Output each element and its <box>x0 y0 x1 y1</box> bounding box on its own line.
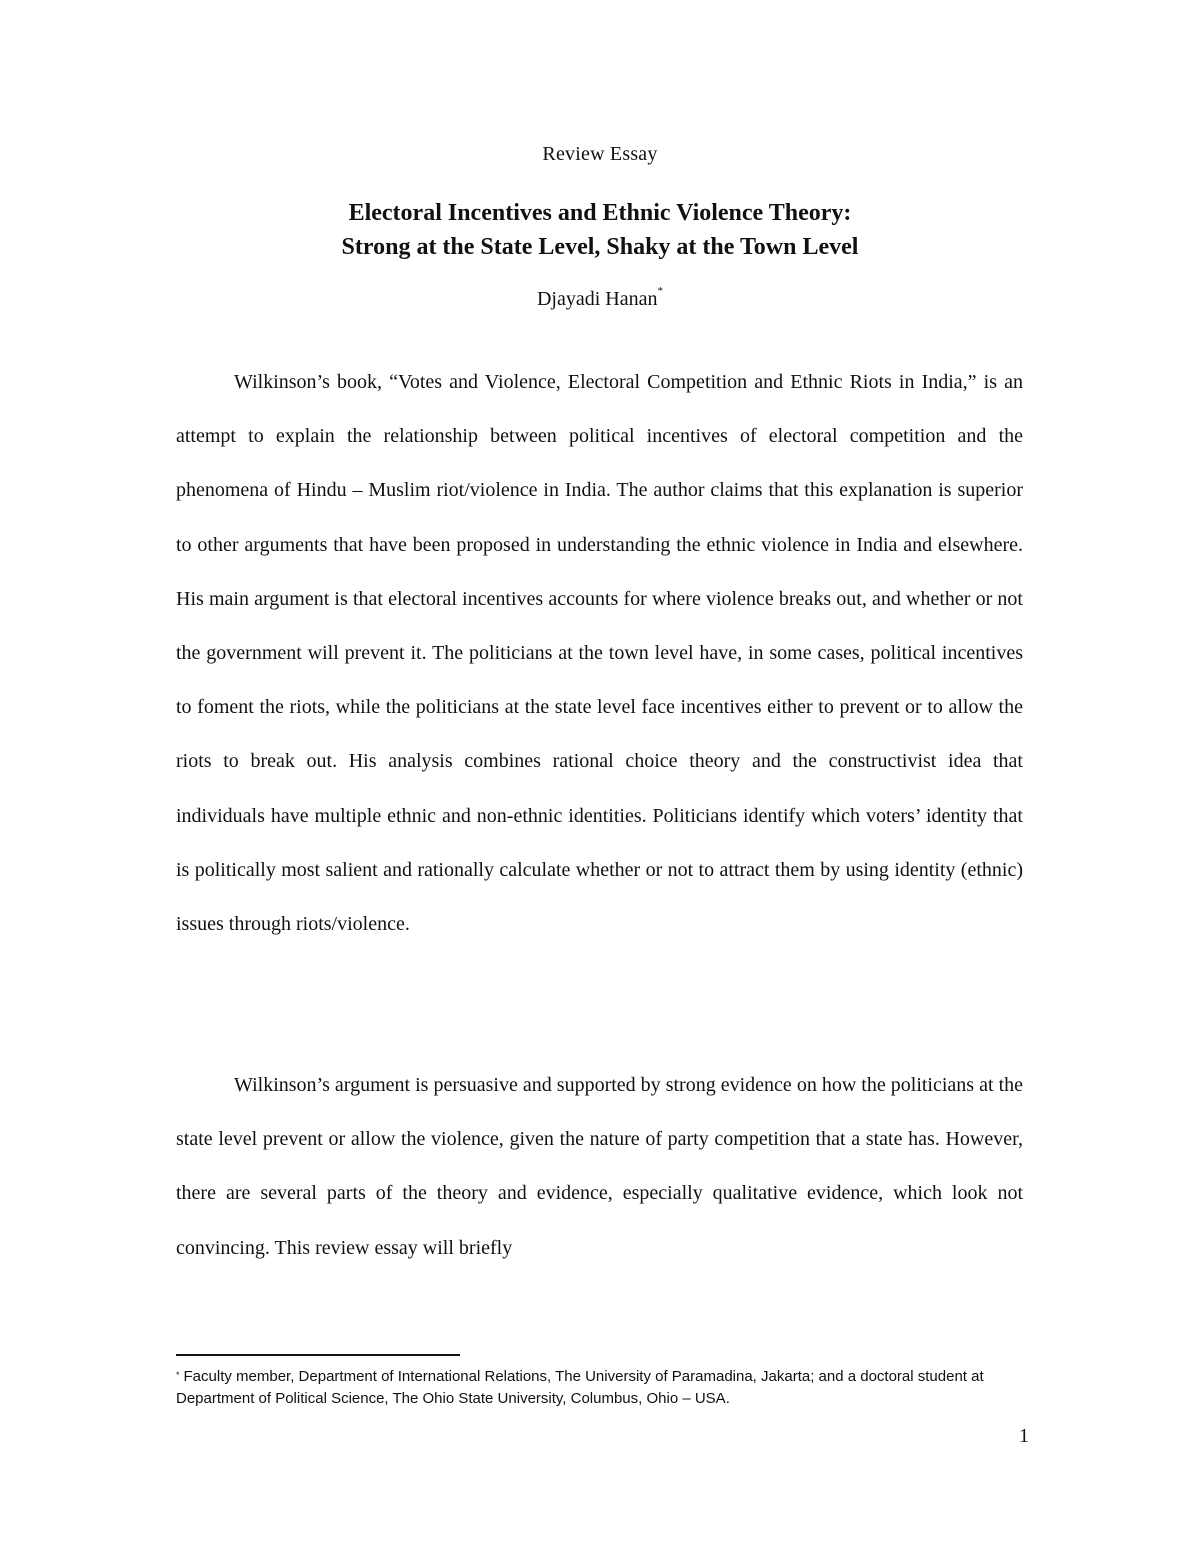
author-name: Djayadi Hanan <box>536 288 658 310</box>
footnote <box>176 1366 1026 1410</box>
body-paragraph-2: Wilkinson’s argument is persuasive and supported by strong evidence on how the politicians at the state level prevent or allow the violence, given the nature of party competition that a state has. However, there are several parts of the theory and evidence, especially qualitative evidence, which look not convincing. This review essay will briefly <box>176 1074 1023 1259</box>
footnote-mark: * <box>176 1370 180 1380</box>
essay-title-line-2: Strong at the State Level, Shaky at the Town Level <box>341 234 859 260</box>
author-line <box>0 285 1200 311</box>
body-paragraph-1: Wilkinson’s book, “Votes and Violence, Electoral Competition and Ethnic Riots in India,” is an attempt to explain the relationship between political incentives of electoral competition and the phenomena of Hindu – Muslim riot/violence in India. The author claims that this explanation is superior to other arguments that have been proposed in understanding the ethnic violence in India and elsewhere. His main argument is that electoral incentives accounts for where violence breaks out, and whether or not the government will prevent it. The politicians at the town level have, in some cases, political incentives to foment the riots, while the politicians at the state level face incentives either to prevent or to allow the riots to break out. His analysis combines rational choice theory and the constructivist idea that individuals have multiple ethnic and non-ethnic identities. Politicians identify which voters’ identity that is politically most salient and rationally calculate whether or not to attract them by using identity (ethnic) issues through riots/violence. <box>176 371 1023 936</box>
essay-title <box>0 196 1200 264</box>
footnote-text: Faculty member, Department of International Relations, The University of Paramadina, Jakarta; and a doctoral student at Department of Political Science, The Ohio State University, Columbus, Ohio – USA. <box>176 1368 984 1407</box>
essay-title-line-1: Electoral Incentives and Ethnic Violence Theory: <box>348 200 852 226</box>
page-number: 1 <box>1019 1425 1029 1447</box>
author-footnote-mark: * <box>657 285 663 297</box>
essay-type-label: Review Essay <box>542 143 658 165</box>
footnote-separator <box>176 1354 460 1356</box>
